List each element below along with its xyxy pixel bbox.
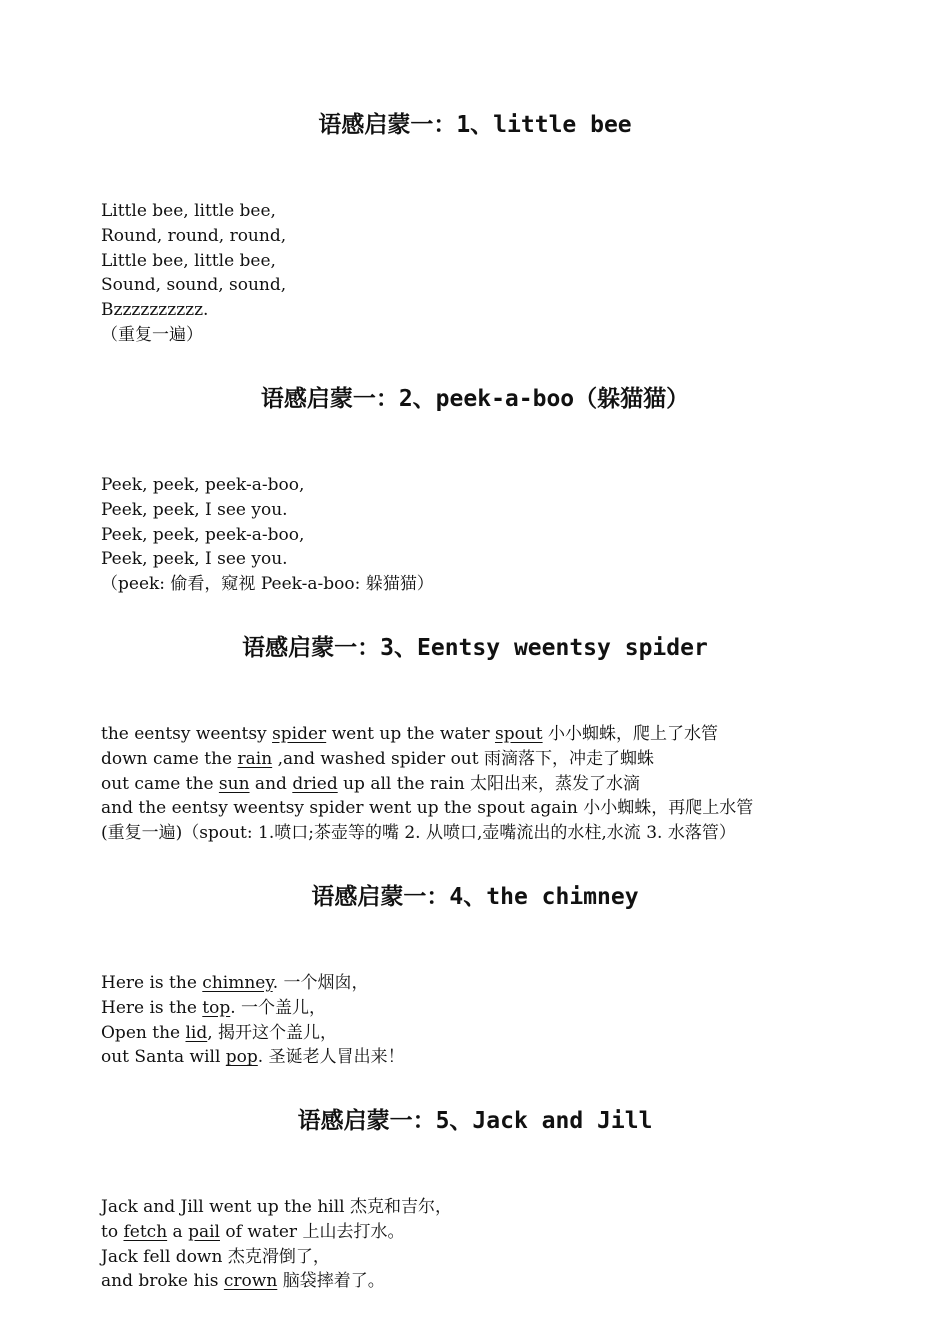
text-run: the eentsy weentsy <box>101 724 273 744</box>
verse-line <box>101 722 718 746</box>
underlined-word: lid <box>185 1022 208 1043</box>
verse-line <box>101 199 276 223</box>
verse-line <box>101 747 654 771</box>
text-run: Open the <box>101 1022 186 1043</box>
text-run: （peek: 偷看，窥视 Peek-a-boo: 躲猫猫） <box>101 574 434 595</box>
text-run: out came the <box>101 773 219 794</box>
verse-line <box>101 971 369 995</box>
verse-line <box>101 1021 337 1045</box>
text-run: Here is the <box>101 973 203 993</box>
section-title: 语感启蒙一：5、Jack and Jill <box>297 1108 653 1134</box>
verse-line <box>101 547 288 571</box>
text-run: . 一个盖儿， <box>230 997 327 1018</box>
section-title: 语感启蒙一：4、the chimney <box>311 884 639 910</box>
text-run: Jack fell down 杰克滑倒了， <box>101 1246 330 1267</box>
verse-line <box>101 1220 404 1244</box>
text-run: (重复一遍)（spout: 1.喷口;茶壶等的嘴 2. 从喷口,壶嘴流出的水柱,水流 3. 水落管） <box>101 823 736 844</box>
text-run: . 圣诞老人冒出来！ <box>257 1047 405 1068</box>
verse-line <box>101 523 304 547</box>
section-title: 语感启蒙一：1、little bee <box>318 112 632 138</box>
text-run: 脑袋摔着了。 <box>277 1271 385 1292</box>
text-run: Round, round, round, <box>101 225 287 246</box>
underlined-word: fetch <box>123 1221 168 1242</box>
text-run: up all the rain 太阳出来，蒸发了水滴 <box>337 773 641 794</box>
text-run: ,and washed spider out 雨滴落下，冲走了蜘蛛 <box>272 748 654 769</box>
text-run: 小小蜘蛛，爬上了水管 <box>542 724 719 744</box>
verse-line <box>101 323 203 347</box>
section-title: 语感启蒙一：2、peek-a-boo（躲猫猫） <box>260 386 690 412</box>
text-run: . 一个烟囱， <box>272 973 369 993</box>
verse-line <box>101 498 288 522</box>
text-run: Little bee, little bee, <box>101 201 276 221</box>
text-run: Peek, peek, I see you. <box>101 499 288 520</box>
text-run: and <box>249 773 293 794</box>
text-run: Sound, sound, sound, <box>101 275 287 296</box>
verse-line <box>101 224 286 248</box>
text-run: a <box>167 1221 189 1242</box>
text-run: of water 上山去打水。 <box>220 1221 405 1242</box>
underlined-word: sun <box>218 773 250 794</box>
verse-line <box>101 1195 452 1219</box>
underlined-word: chimney <box>202 973 273 993</box>
underlined-word: dried <box>292 773 338 794</box>
text-run: Bzzzzzzzzzz. <box>101 300 209 321</box>
verse-line <box>101 1269 385 1293</box>
text-run: Here is the <box>101 997 203 1018</box>
verse-line <box>101 572 434 596</box>
verse-line <box>101 1045 405 1069</box>
verse-line <box>101 821 736 845</box>
underlined-word: top <box>202 997 231 1018</box>
text-run: Peek, peek, peek-a-boo, <box>101 475 305 495</box>
verse-line <box>101 249 276 273</box>
text-run: and broke his <box>101 1271 224 1292</box>
underlined-word: crown <box>223 1271 278 1292</box>
verse-line <box>101 298 208 322</box>
underlined-word: rain <box>237 748 273 769</box>
text-run: to <box>101 1221 124 1242</box>
text-run: Jack and Jill went up the hill 杰克和吉尔， <box>101 1197 453 1217</box>
text-run: Peek, peek, peek-a-boo, <box>101 524 305 545</box>
verse-line <box>101 796 753 820</box>
underlined-word: spider <box>272 724 327 744</box>
text-run: down came the <box>101 748 238 769</box>
verse-line <box>101 273 286 297</box>
text-run: , 揭开这个盖儿， <box>207 1022 338 1043</box>
verse-line <box>101 772 640 796</box>
underlined-word: pop <box>225 1047 258 1068</box>
underlined-word: spout <box>494 724 543 744</box>
text-run: （重复一遍） <box>101 325 203 345</box>
text-run: Little bee, little bee, <box>101 250 276 271</box>
verse-line <box>101 1245 330 1269</box>
verse-line <box>101 473 304 497</box>
section-title: 语感启蒙一：3、Eentsy weentsy spider <box>242 635 708 661</box>
text-run: and the eentsy weentsy spider went up the spout again 小小蜘蛛，再爬上水管 <box>101 798 754 819</box>
text-run: went up the water <box>326 724 495 744</box>
verse-line <box>101 996 326 1020</box>
underlined-word: pail <box>188 1221 220 1242</box>
text-run: Peek, peek, I see you. <box>101 549 288 570</box>
text-run: out Santa will <box>101 1047 226 1068</box>
